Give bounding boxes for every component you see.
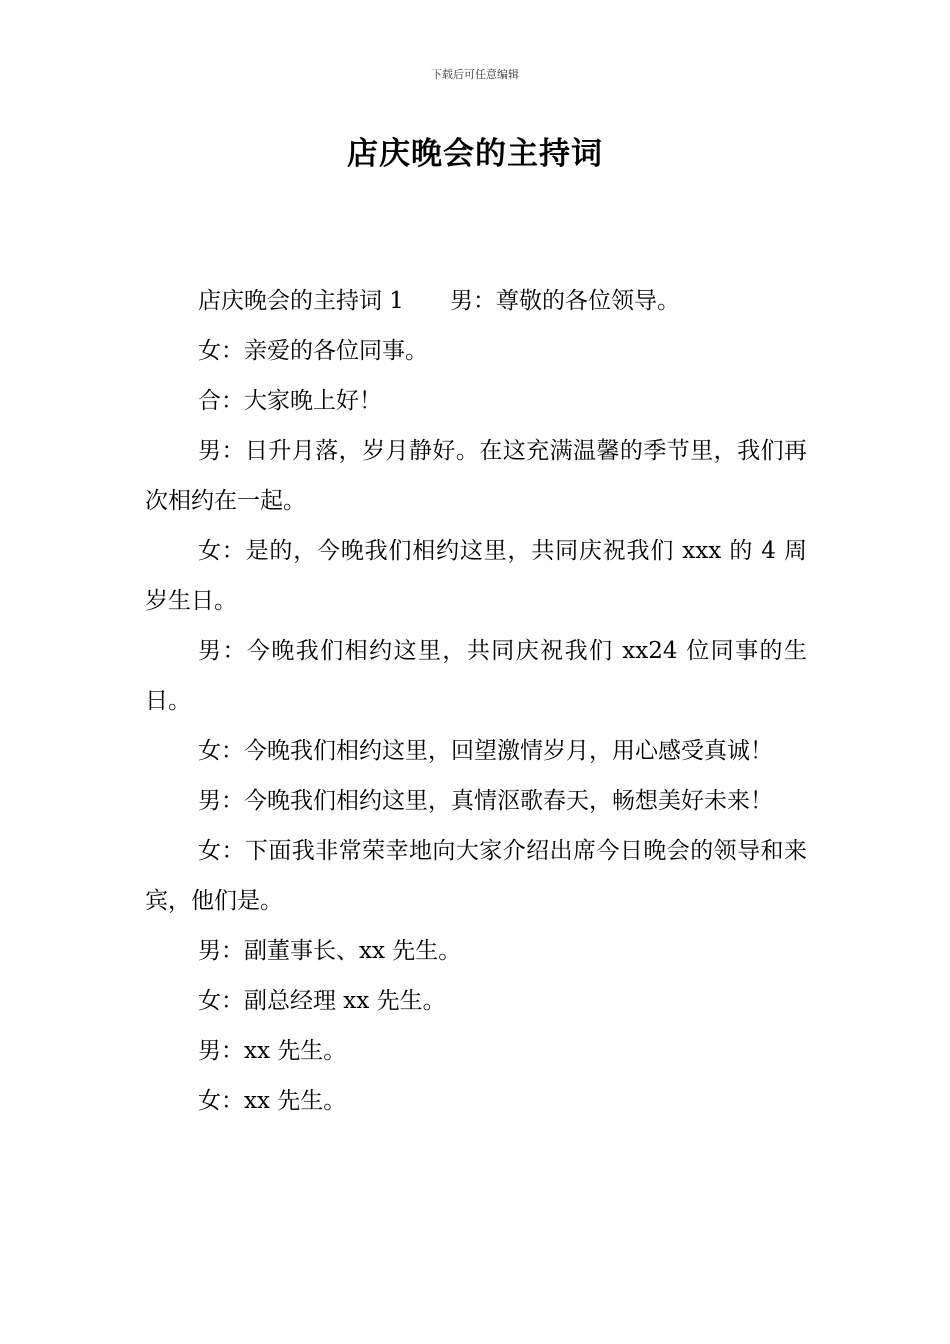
paragraph: 店庆晚会的主持词 1 男：尊敬的各位领导。 [198, 288, 680, 314]
paragraph: 男：今晚我们相约这里，共同庆祝我们 xx24 位同事的生日。 [145, 638, 807, 714]
paragraph: 男：日升月落，岁月静好。在这充满温馨的季节里，我们再次相约在一起。 [145, 438, 807, 514]
document-title: 店庆晚会的主持词 [347, 136, 603, 172]
header-note: 下载后可任意编辑 [431, 68, 519, 81]
paragraph: 合：大家晚上好！ [198, 388, 382, 414]
paragraph: 女：下面我非常荣幸地向大家介绍出席今日晚会的领导和来宾，他们是。 [145, 838, 807, 914]
paragraph: 男：xx 先生。 [198, 1038, 347, 1064]
paragraph: 女：xx 先生。 [198, 1088, 347, 1114]
document-body [145, 276, 807, 1126]
paragraph: 女：今晚我们相约这里，回望激情岁月，用心感受真诚！ [198, 738, 773, 764]
paragraph: 女：是的，今晚我们相约这里，共同庆祝我们 xxx 的 4 周岁生日。 [145, 538, 807, 614]
paragraph: 女：亲爱的各位同事。 [198, 338, 428, 364]
paragraph: 女：副总经理 xx 先生。 [198, 988, 446, 1014]
paragraph: 男：副董事长、xx 先生。 [198, 938, 462, 964]
paragraph: 男：今晚我们相约这里，真情沤歌春天，畅想美好未来！ [198, 788, 773, 814]
